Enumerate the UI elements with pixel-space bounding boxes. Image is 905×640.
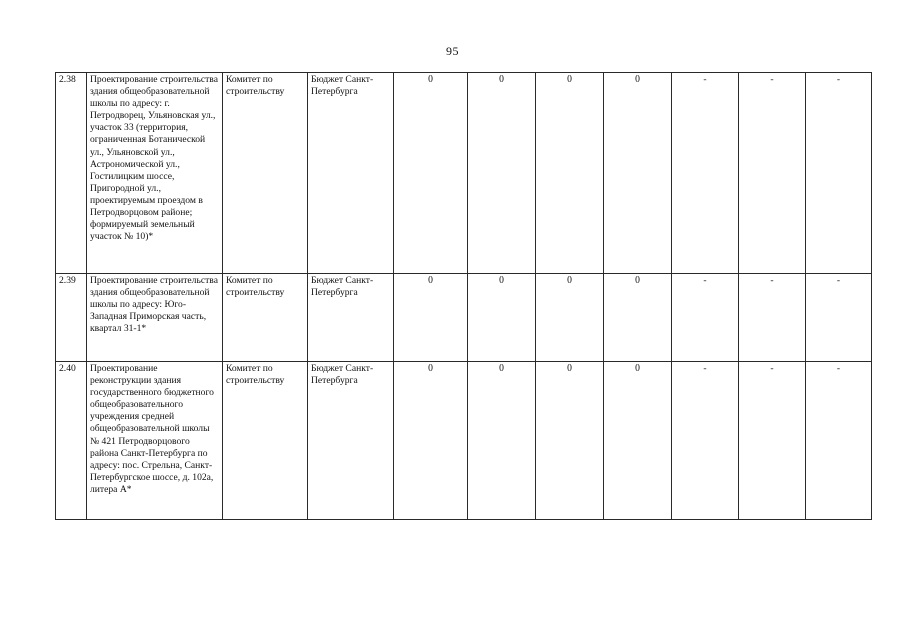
row-value: [394, 73, 468, 274]
row-index: 2.38: [56, 73, 87, 274]
row-value-text: 0: [635, 362, 640, 375]
row-value-text: 0: [567, 274, 572, 287]
row-executor: Комитет по строительству: [223, 274, 308, 362]
row-value: [394, 274, 468, 362]
row-index: 2.40: [56, 362, 87, 520]
row-funding-source: Бюджет Санкт-Петербурга: [308, 362, 394, 520]
row-funding-source: Бюджет Санкт-Петербурга: [308, 274, 394, 362]
row-value-text: 0: [635, 73, 640, 86]
table-row: [56, 73, 872, 274]
page-number: 95: [446, 44, 459, 58]
row-value: -: [806, 362, 872, 520]
row-value: -: [672, 274, 739, 362]
row-value: -: [806, 274, 872, 362]
row-value: [536, 73, 604, 274]
row-value-text: 0: [428, 73, 433, 86]
row-value: [468, 362, 536, 520]
row-value: [468, 73, 536, 274]
row-value: -: [806, 73, 872, 274]
row-value-text: 0: [567, 73, 572, 86]
row-value-text: 0: [499, 362, 504, 375]
row-value: [536, 362, 604, 520]
table-row: [56, 274, 872, 362]
row-value: [536, 274, 604, 362]
row-value: -: [739, 73, 806, 274]
row-value: [604, 362, 672, 520]
row-value-text: 0: [428, 274, 433, 287]
row-description: Проектирование реконструкции здания государственного бюджетного общеобразовательного учреждения средней общеобразовательной школы № 421 Петродворцового района Санкт-Петербурга по адресу: пос. Стрельна, Санкт-Петербургское шоссе, д. 102а, литера А*: [87, 362, 223, 520]
program-table: [55, 72, 872, 520]
row-value-text: 0: [635, 274, 640, 287]
table-row: [56, 362, 872, 520]
row-executor: Комитет по строительству: [223, 362, 308, 520]
row-description: Проектирование строительства здания общеобразовательной школы по адресу: Юго-Западная Приморская часть, квартал 31-1*: [87, 274, 223, 362]
row-value-text: 0: [499, 274, 504, 287]
row-value: [604, 274, 672, 362]
row-value: [394, 362, 468, 520]
row-index: 2.39: [56, 274, 87, 362]
row-value: [604, 73, 672, 274]
row-value-text: 0: [567, 362, 572, 375]
row-value-text: 0: [428, 362, 433, 375]
row-value: -: [739, 274, 806, 362]
row-description: Проектирование строительства здания общеобразовательной школы по адресу: г. Петродворец, Ульяновская ул., участок 33 (территория, ограниченная Ботанической ул., Ульяновской ул., Астрономической ул., Гостилицким шоссе, Пригородной ул., проектируемым проездом в Петродворцовом районе; формируемый земельный участок № 10)*: [87, 73, 223, 274]
row-executor: Комитет по строительству: [223, 73, 308, 274]
row-value: [468, 274, 536, 362]
row-value-text: 0: [499, 73, 504, 86]
row-value: -: [672, 362, 739, 520]
row-value: -: [739, 362, 806, 520]
row-value: -: [672, 73, 739, 274]
row-funding-source: Бюджет Санкт-Петербурга: [308, 73, 394, 274]
